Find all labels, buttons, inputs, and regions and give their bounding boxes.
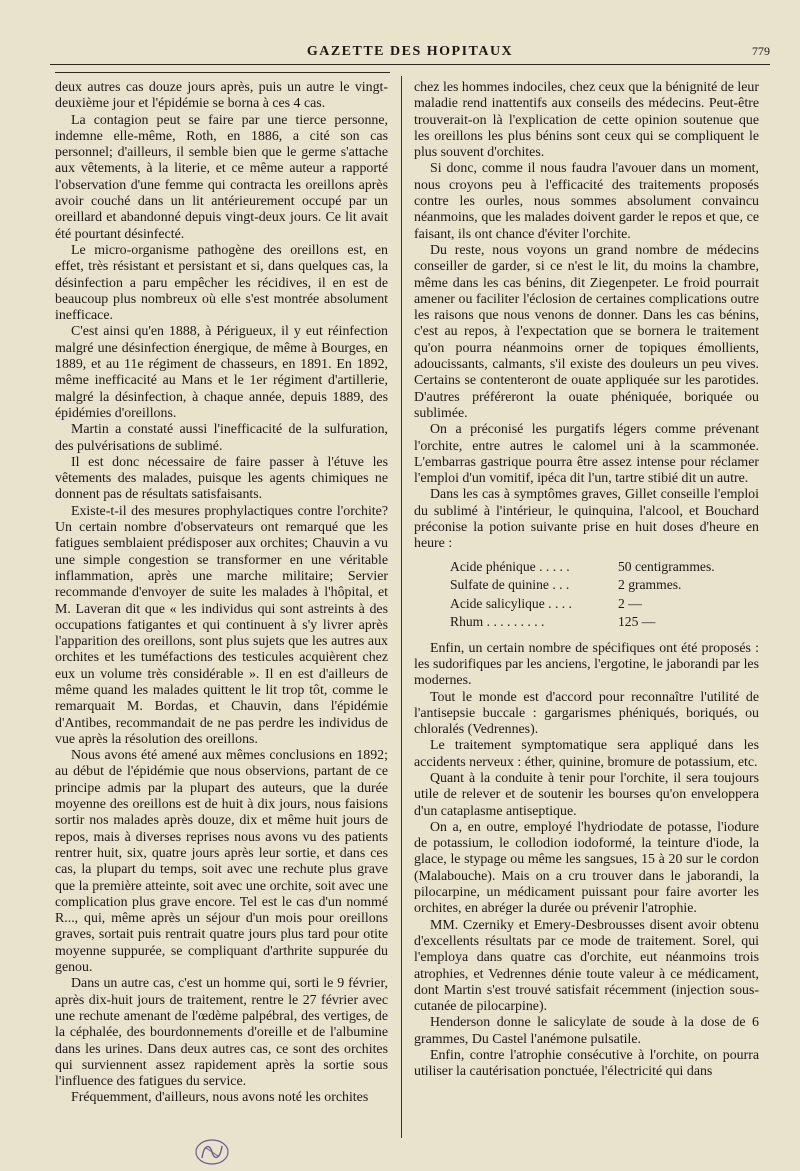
ingredient-name: Acide phénique . . . . . bbox=[450, 558, 570, 574]
formula-row bbox=[450, 596, 759, 615]
paragraph: Fréquemment, d'ailleurs, nous avons noté les orchites bbox=[71, 1090, 369, 1106]
paragraph: On a préconisé les purgatifs légers comme prévenant l'orchite, entre autres le calomel uni à la scammonée. L'embarras gastrique pourra être assez intense pour réclamer l'emploi d'un vomitif, ipéca dit l'un, tartre stibié dit un autre. bbox=[414, 422, 759, 487]
paragraph: Le traitement symptomatique sera appliqué dans les accidents nerveux : éther, quinine, bromure de potassium, etc. bbox=[414, 738, 759, 770]
ingredient-quantity: 50 centigrammes. bbox=[618, 558, 715, 574]
left-column bbox=[55, 80, 388, 1140]
ingredient-quantity: 125 — bbox=[618, 614, 656, 630]
ingredient-name: Acide salicylique . . . . bbox=[450, 595, 572, 611]
formula-row bbox=[450, 559, 759, 578]
ingredient-name: Rhum . . . . . . . . . bbox=[450, 614, 545, 630]
paragraph: MM. Czerniky et Emery-Desbrousses disent avoir obtenu d'excellents résultats par ce mode de traitement. Sorel, qui l'employa dans quatre cas d'orchite, eut néanmoins trois atrophies, et Vedrennes dénie toute valeur à ce médicament, dont Martin s'est trouvé satisfait récemment (injection sous-cutanée de pilocarpine). bbox=[414, 917, 759, 1015]
column-divider bbox=[401, 76, 402, 1138]
page-number: 779 bbox=[752, 44, 770, 58]
header-rule bbox=[50, 64, 770, 65]
ingredient-name: Sulfate de quinine . . . bbox=[450, 577, 570, 593]
paragraph: Le micro-organisme pathogène des oreillons est, en effet, très résistant et persistant et si, dans quelques cas, la désinfection a paru empêcher les récidives, il en est de beaucoup plus nombreux où elle s'est montrée absolument inefficace. bbox=[55, 242, 388, 324]
paragraph: C'est ainsi qu'en 1888, à Périgueux, il y eut réinfection malgré une désinfection énergique, de même à Bourges, en 1889, et au 11e régiment de chasseurs, en 1891. En 1892, même inefficacité au Mans et le 1er régiment d'artillerie, malgré la désinfection, à chaque année, depuis 1889, des épidémies d'oreillons. bbox=[55, 324, 388, 421]
paragraph: Dans les cas à symptômes graves, Gillet conseille l'emploi du sublimé à l'intérieur, le quinquina, l'alcool, et Bouchard préconise la potion suivante prise en huit doses d'heure en heure : bbox=[414, 487, 759, 552]
paragraph: Enfin, un certain nombre de spécifiques ont été proposés : les sudorifiques par les anciens, l'ergotine, le jaborandi par les modernes. bbox=[414, 640, 759, 689]
page-header bbox=[50, 42, 770, 64]
paragraph: Existe-t-il des mesures prophylactiques contre l'orchite? Un certain nombre d'observateurs ont remarqué que les fatigues semblaient prédisposer aux orchites; Chauvin a vu une simple congestion se transformer en une véritable inflammation, après une marche militaire; Servier recommande d'envoyer de suite les malades à l'hôpital, et M. Laveran dit que « les individus qui sont astreints à des occupations fatigantes et qui continuent à s'y livrer après l'apparition des oreillons, sont plus sujets que les autres aux orchites et les tuméfactions des testicules acquièrent chez eux un volume très considérable ». Il en est d'ailleurs de même quand les malades quittent le lit trop tôt, comme le remarquait M. Bordas, et Chauvin, dans l'épidémie d'Antibes, recommandait de ne pas perdre les individus de vue après la résolution des oreillons. bbox=[55, 503, 388, 747]
ingredient-quantity: 2 — bbox=[618, 595, 642, 611]
paragraph: Martin a constaté aussi l'inefficacité de la sulfuration, des pulvérisations de sublimé. bbox=[55, 422, 388, 454]
column-top-rule bbox=[55, 72, 390, 73]
paragraph: Nous avons été amené aux mêmes conclusions en 1892; au début de l'épidémie que nous observions, partant de ce principe admis par la plupart des auteurs, que la durée moyenne des oreillons est de huit à dix jours, nous faisions sortir nos malades après douze, dix et même huit jours de repos, mais à diverses reprises nous avons vu des patients rentrer huit, six, quatre jours après leur sortie, et dans ces cas, la plupart du temps, soit avec une rechute plus grave que la première atteinte, soit avec une orchite, soit avec une complication plus grave encore. Tel est le cas d'un nommé R..., qui, même après un séjour d'un mois pour oreillons graves, sortait puis rentrait quatre jours plus tard pour otite moyenne suppurée, se compliquant d'arthrite suppurée du genou. bbox=[55, 748, 388, 976]
paragraph: Quant à la conduite à tenir pour l'orchite, il sera toujours utile de relever et de soutenir les bourses qu'on enveloppera d'un cataplasme antiseptique. bbox=[414, 770, 759, 819]
library-stamp-icon bbox=[192, 1138, 232, 1166]
right-column bbox=[414, 80, 759, 1140]
paragraph: Dans un autre cas, c'est un homme qui, sorti le 9 février, après dix-huit jours de traitement, rentre le 27 février avec une rechute amenant de l'œdème palpébral, des vertiges, de la céphalée, des bourdonnements d'oreille et de l'albumine dans les urines. Dans deux autres cas, ce sont des orchites qui surviennent assez rapidement après la sortie sous l'influence des fatigues du service. bbox=[55, 976, 388, 1090]
formula-row bbox=[450, 614, 759, 633]
paragraph: chez les hommes indociles, chez ceux que la bénignité de leur maladie rend inattentifs aux conseils des médecins. Peut-être trouverait-on là l'explication de cette opinion soutenue que les oreillons les plus bénins sont ceux qui se compliquent le plus souvent d'orchites. bbox=[414, 80, 759, 161]
formula-row bbox=[450, 577, 759, 596]
ingredient-quantity: 2 grammes. bbox=[618, 577, 682, 593]
journal-title: GAZETTE DES HOPITAUX bbox=[306, 44, 514, 59]
paragraph: On a, en outre, employé l'hydriodate de potasse, l'iodure de potassium, le collodion iodoformé, la teinture d'iode, la glace, le stypage ou même les sangsues, 15 à 20 sur le cordon (Malabouche). Mais on a cru trouver dans le jaborandi, la pilocarpine, un médicament puissant pour faire avorter les orchites, en abréger la durée ou prévenir l'atrophie. bbox=[414, 819, 759, 917]
paragraph: La contagion peut se faire par une tierce personne, indemne elle-même, Roth, en 1886, a cité son cas personnel; d'ailleurs, il semble bien que le germe s'attache aux vêtements, à la literie, et ce même auteur a rapporté l'observation d'une femme qui contracta les oreillons après avoir couché dans un lit antérieurement occupé par un oreillard et abandonné depuis vingt-deux jours. Ce lit avait été pourtant désinfecté. bbox=[55, 112, 388, 242]
paragraph: Du reste, nous voyons un grand nombre de médecins conseiller de garder, si ce n'est le lit, du moins la chambre, même dans les cas bénins, dit Ziegenpeter. Le froid pourrait amener ou faciliter l'éclosion de certaines complications outre les raisons que nous venons de donner. Dans les cas bénins, c'est au repos, à l'expectation que se bornera le traitement qu'on pourra néanmoins orner de topiques émollients, adoucissants, calmants, s'il existe des douleurs un peu vives. Certains se contenteront de ouate appliquée sur les parotides. D'autres préféreront la ouate phéniquée, boriquée ou sublimée. bbox=[414, 242, 759, 421]
paragraph: Il est donc nécessaire de faire passer à l'étuve les vêtements des malades, puisque les agents chimiques ne donnent pas de résultats satisfaisants. bbox=[55, 454, 388, 503]
prescription-formula bbox=[450, 559, 759, 633]
paragraph: Tout le monde est d'accord pour reconnaître l'utilité de l'antisepsie buccale : gargarismes phéniqués, boriqués, ou chloralés (Vedrennes). bbox=[414, 689, 759, 738]
paragraph: Henderson donne le salicylate de soude à la dose de 6 grammes, Du Castel l'anémone pulsatile. bbox=[414, 1015, 759, 1047]
paragraph: deux autres cas douze jours après, puis un autre le vingt-deuxième jour et l'épidémie se borna à ces 4 cas. bbox=[55, 80, 388, 112]
paragraph: Enfin, contre l'atrophie consécutive à l'orchite, on pourra utiliser la cautérisation ponctuée, l'électricité qui dans bbox=[414, 1048, 759, 1080]
paragraph: Si donc, comme il nous faudra l'avouer dans un moment, nous croyons peu à l'efficacité des traitements proposés contre les ourles, nous sommes absolument convaincu néanmoins, que les malades doivent garder le repos et que, ce faisant, ils ont chance d'éviter l'orchite. bbox=[414, 161, 759, 242]
